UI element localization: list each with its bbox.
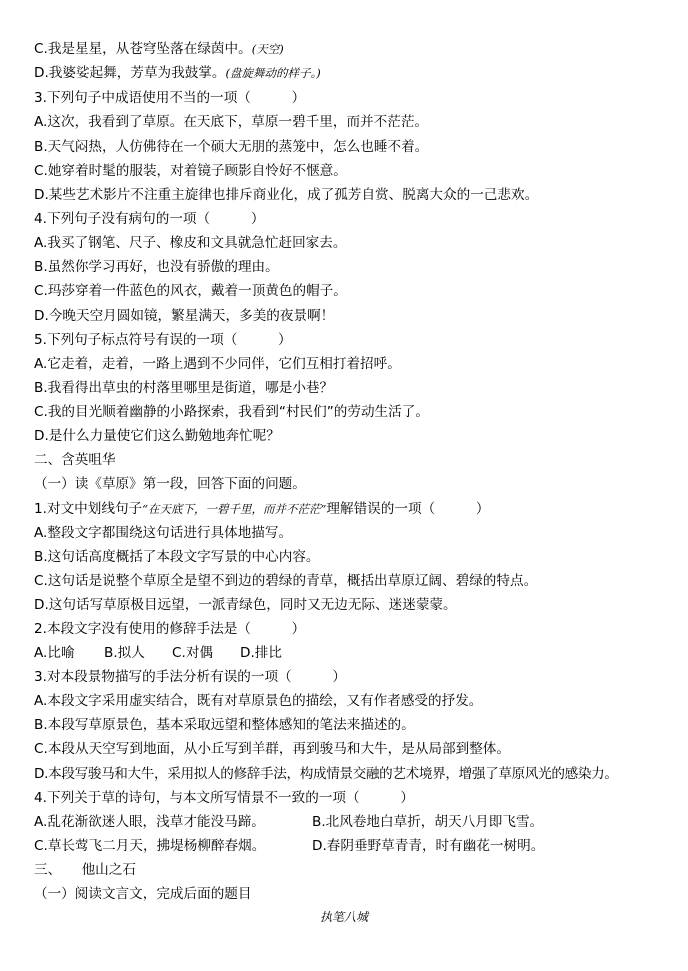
option-4a: A.我买了钢笔、尺子、橡皮和文具就急忙赶回家去。 xyxy=(34,235,347,251)
option-2-4c: C.草长莺飞二月天，拂堤杨柳醉春烟。 xyxy=(34,838,266,854)
question-2-4: 4.下列关于草的诗句，与本文所写情景不一致的一项（ ） xyxy=(34,790,414,806)
question-2-2: 2.本段文字没有使用的修辞手法是（ ） xyxy=(34,621,306,637)
section-3-heading: 三、 他山之石 xyxy=(34,862,136,878)
option-2-3d: D.本段写骏马和大牛，采用拟人的修辞手法，构成情景交融的艺术境界，增强了草原风光的感染力。 xyxy=(34,766,618,782)
option-2-1c: C.这句话是说整个草原全是望不到边的碧绿的青草，概括出草原辽阔、碧绿的特点。 xyxy=(34,573,538,589)
line-text: D.我婆娑起舞，芳草为我鼓掌。 xyxy=(34,65,226,81)
option-2-3a: A.本段文字采用虚实结合，既有对草原景色的描绘，又有作者感受的抒发。 xyxy=(34,693,483,709)
page-footer: 执笔八城 xyxy=(319,910,368,924)
line-text: 理解错误的一项（ ） xyxy=(326,501,490,517)
option-2-3b: B.本段写草原景色，基本采取远望和整体感知的笔法来描述的。 xyxy=(34,717,415,733)
option-4c: C.玛莎穿着一件蓝色的风衣，戴着一顶黄色的帽子。 xyxy=(34,283,347,299)
line-2 xyxy=(34,64,680,82)
option-2-2b: B.拟人 xyxy=(104,645,145,661)
option-4b: B.虽然你学习再好，也没有骄傲的理由。 xyxy=(34,259,279,275)
options-2-2 xyxy=(34,644,680,662)
line-text: C.我是星星，从苍穹坠落在绿茵中。 xyxy=(34,41,252,57)
option-2-4b: B.北风卷地白草折，胡天八月即飞雪。 xyxy=(312,814,544,830)
subsection-heading: （一）读《草原》第一段，回答下面的问题。 xyxy=(34,476,306,492)
handwritten-note: (天空) xyxy=(251,42,284,56)
line-1 xyxy=(34,40,680,58)
option-2-1b: B.这句话高度概括了本段文字写景的中心内容。 xyxy=(34,549,320,565)
line-text: 1.对文中划线句子 xyxy=(34,501,143,517)
option-3d: D.某些艺术影片不注重主旋律也排斥商业化，成了孤芳自赏、脱离大众的一己悲欢。 xyxy=(34,187,539,203)
subsection-3-heading: （一）阅读文言文，完成后面的题目 xyxy=(34,886,252,902)
option-2-3c: C.本段从天空写到地面，从小丘写到羊群，再到骏马和大牛，是从局部到整体。 xyxy=(34,741,510,757)
option-2-4a: A.乱花渐欲迷人眼，浅草才能没马蹄。 xyxy=(34,814,265,830)
handwritten-quote: “在天底下，一碧千里，而并不茫茫” xyxy=(142,502,327,516)
option-5b: B.我看得出草虫的村落里哪里是街道，哪是小巷？ xyxy=(34,380,334,396)
option-2-1d: D.这句话写草原极目远望，一派青绿色，同时又无边无际、迷迷蒙蒙。 xyxy=(34,597,457,613)
option-2-2c: C.对偶 xyxy=(172,645,214,661)
options-2-4-row1 xyxy=(34,813,680,831)
option-3b: B.天气闷热，人仿佛待在一个硕大无朋的蒸笼中，怎么也睡不着。 xyxy=(34,139,429,155)
question-4: 4.下列句子没有病句的一项（ ） xyxy=(34,211,265,227)
option-2-4d: D.春阴垂野草青青，时有幽花一树明。 xyxy=(312,838,545,854)
options-2-4-row2 xyxy=(34,837,680,855)
question-2-3: 3.对本段景物描写的手法分析有误的一项（ ） xyxy=(34,669,347,685)
option-5c: C.我的目光顺着幽静的小路探索，我看到“村民们”的劳动生活了。 xyxy=(34,404,429,420)
question-2-1 xyxy=(34,500,680,518)
option-3a: A.这次，我看到了草原。在天底下，草原一碧千里，而并不茫茫。 xyxy=(34,114,429,130)
option-3c: C.她穿着时髦的服装，对着镜子顾影自怜好不惬意。 xyxy=(34,163,347,179)
option-5a: A.它走着，走着，一路上遇到不少同伴，它们互相打着招呼。 xyxy=(34,356,401,372)
option-2-2a: A.比喻 xyxy=(34,645,75,661)
question-5: 5.下列句子标点符号有误的一项（ ） xyxy=(34,332,292,348)
option-4d: D.今晚天空月圆如镜，繁星满天，多美的夜景啊！ xyxy=(34,308,335,324)
question-3: 3.下列句子中成语使用不当的一项（ ） xyxy=(34,90,306,106)
section-2-heading: 二、含英咀华 xyxy=(34,452,116,468)
option-2-1a: A.整段文字都围绕这句话进行具体地描写。 xyxy=(34,525,293,541)
handwritten-note: (盘旋舞动的样子。) xyxy=(225,66,321,80)
option-2-2d: D.排比 xyxy=(240,645,282,661)
option-5d: D.是什么力量使它们这么勤勉地奔忙呢？ xyxy=(34,428,280,444)
